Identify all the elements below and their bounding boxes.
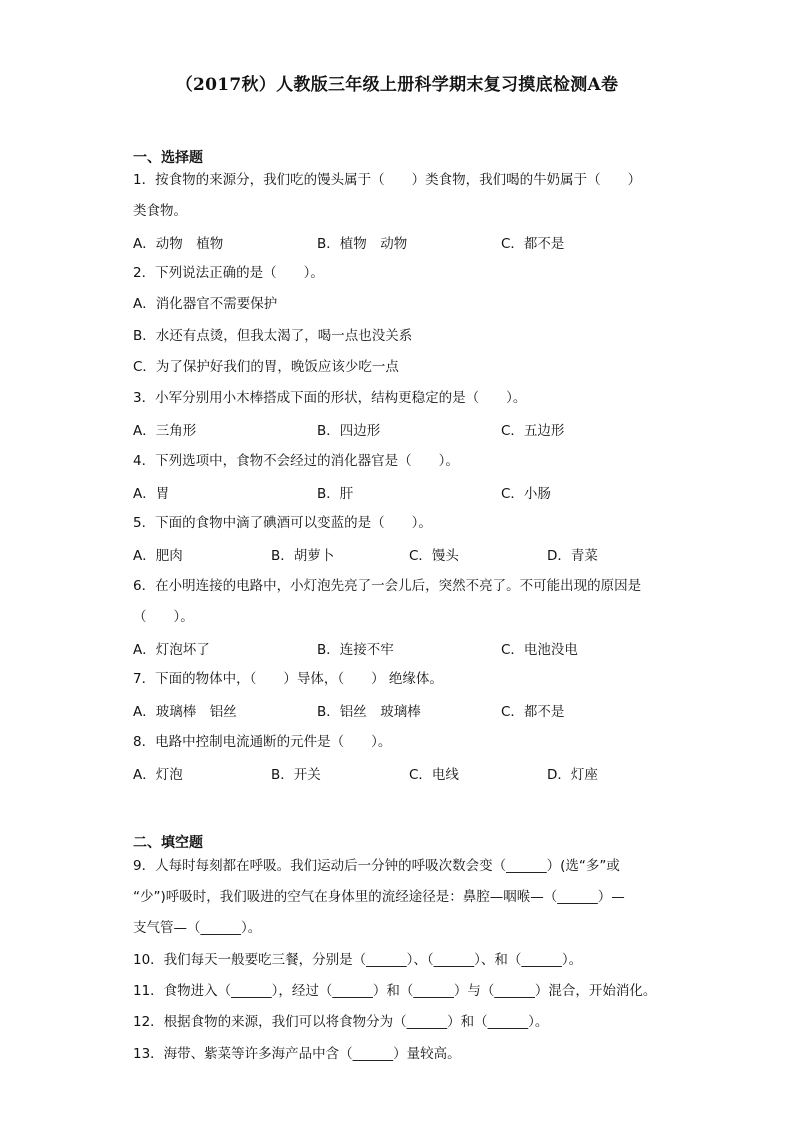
question-4-options bbox=[133, 482, 653, 502]
question-6-text: 6．在小明连接的电路中，小灯泡先亮了一会儿后，突然不亮了。不可能出现的原因是 bbox=[133, 578, 642, 594]
question-9-text: 9．人每时每刻都在呼吸。我们运动后一分钟的呼吸次数会变（______）(选“多”或 bbox=[133, 858, 620, 874]
option-c[interactable]: C．小肠 bbox=[501, 486, 551, 502]
option-c[interactable]: C．馒头 bbox=[409, 548, 459, 564]
option-b[interactable]: B．开关 bbox=[271, 767, 321, 783]
question-4-text: 4．下列选项中，食物不会经过的消化器官是（ ）。 bbox=[133, 453, 459, 469]
page-title: （2017秋）人教版三年级上册科学期末复习摸底检测A卷 bbox=[175, 75, 619, 95]
question-5-options bbox=[133, 544, 653, 564]
question-1-options bbox=[133, 232, 653, 252]
option-b[interactable]: B．肝 bbox=[317, 486, 354, 502]
option-a[interactable]: A．玻璃棒 铝丝 bbox=[133, 704, 237, 720]
question-7-options bbox=[133, 700, 653, 720]
section-heading-choice: 一、选择题 bbox=[133, 150, 203, 166]
section-heading-fill: 二、填空题 bbox=[133, 835, 203, 851]
option-b[interactable]: B．铝丝 玻璃棒 bbox=[317, 704, 421, 720]
option-c[interactable]: C．为了保护好我们的胃，晚饭应该少吃一点 bbox=[133, 359, 399, 375]
option-b[interactable]: B．胡萝卜 bbox=[271, 548, 335, 564]
question-3-options bbox=[133, 419, 653, 439]
option-a[interactable]: A．肥肉 bbox=[133, 548, 183, 564]
option-a[interactable]: A．灯泡 bbox=[133, 767, 183, 783]
option-c[interactable]: C．电池没电 bbox=[501, 642, 578, 658]
question-1-text: 1．按食物的来源分，我们吃的馒头属于（ ）类食物，我们喝的牛奶属于（ ） bbox=[133, 172, 642, 188]
option-a[interactable]: A．灯泡坏了 bbox=[133, 642, 210, 658]
option-b[interactable]: B．水还有点烫，但我太渴了，喝一点也没关系 bbox=[133, 328, 413, 344]
question-7-text: 7．下面的物体中，（ ）导体，（ ） 绝缘体。 bbox=[133, 671, 443, 687]
question-8-text: 8．电路中控制电流通断的元件是（ ）。 bbox=[133, 734, 392, 750]
option-d[interactable]: D．青菜 bbox=[547, 548, 598, 564]
question-11-text: 11．食物进入（______），经过（______）和（______）与（______）混合，开始消化。 bbox=[133, 983, 657, 999]
option-b[interactable]: B．植物 动物 bbox=[317, 236, 408, 252]
question-2-text: 2．下列说法正确的是（ ）。 bbox=[133, 265, 324, 281]
question-13-text: 13．海带、紫菜等许多海产品中含（______）量较高。 bbox=[133, 1046, 461, 1062]
option-c[interactable]: C．电线 bbox=[409, 767, 459, 783]
question-1-text-cont: 类食物。 bbox=[133, 203, 187, 219]
option-a[interactable]: A．消化器官不需要保护 bbox=[133, 296, 278, 312]
question-6-options bbox=[133, 638, 653, 658]
question-9-text-cont2: 支气管—（______）。 bbox=[133, 920, 262, 936]
question-5-text: 5．下面的食物中滴了碘酒可以变蓝的是（ ）。 bbox=[133, 515, 432, 531]
question-3-text: 3．小军分别用小木棒搭成下面的形状，结构更稳定的是（ ）。 bbox=[133, 390, 527, 406]
option-a[interactable]: A．胃 bbox=[133, 486, 170, 502]
option-b[interactable]: B．连接不牢 bbox=[317, 642, 394, 658]
option-a[interactable]: A．三角形 bbox=[133, 423, 197, 439]
option-c[interactable]: C．都不是 bbox=[501, 704, 565, 720]
option-b[interactable]: B．四边形 bbox=[317, 423, 381, 439]
question-6-text-cont: （ ）。 bbox=[133, 609, 194, 625]
question-10-text: 10．我们每天一般要吃三餐，分别是（______）、（______）、和（______）。 bbox=[133, 952, 583, 968]
option-d[interactable]: D．灯座 bbox=[547, 767, 598, 783]
question-12-text: 12．根据食物的来源，我们可以将食物分为（______）和（______）。 bbox=[133, 1014, 549, 1030]
option-a[interactable]: A．动物 植物 bbox=[133, 236, 224, 252]
question-8-options bbox=[133, 763, 653, 783]
question-9-text-cont: “少”)呼吸时，我们吸进的空气在身体里的流经途径是：鼻腔—咽喉—（______）— bbox=[133, 889, 625, 905]
option-c[interactable]: C．五边形 bbox=[501, 423, 565, 439]
option-c[interactable]: C．都不是 bbox=[501, 236, 565, 252]
